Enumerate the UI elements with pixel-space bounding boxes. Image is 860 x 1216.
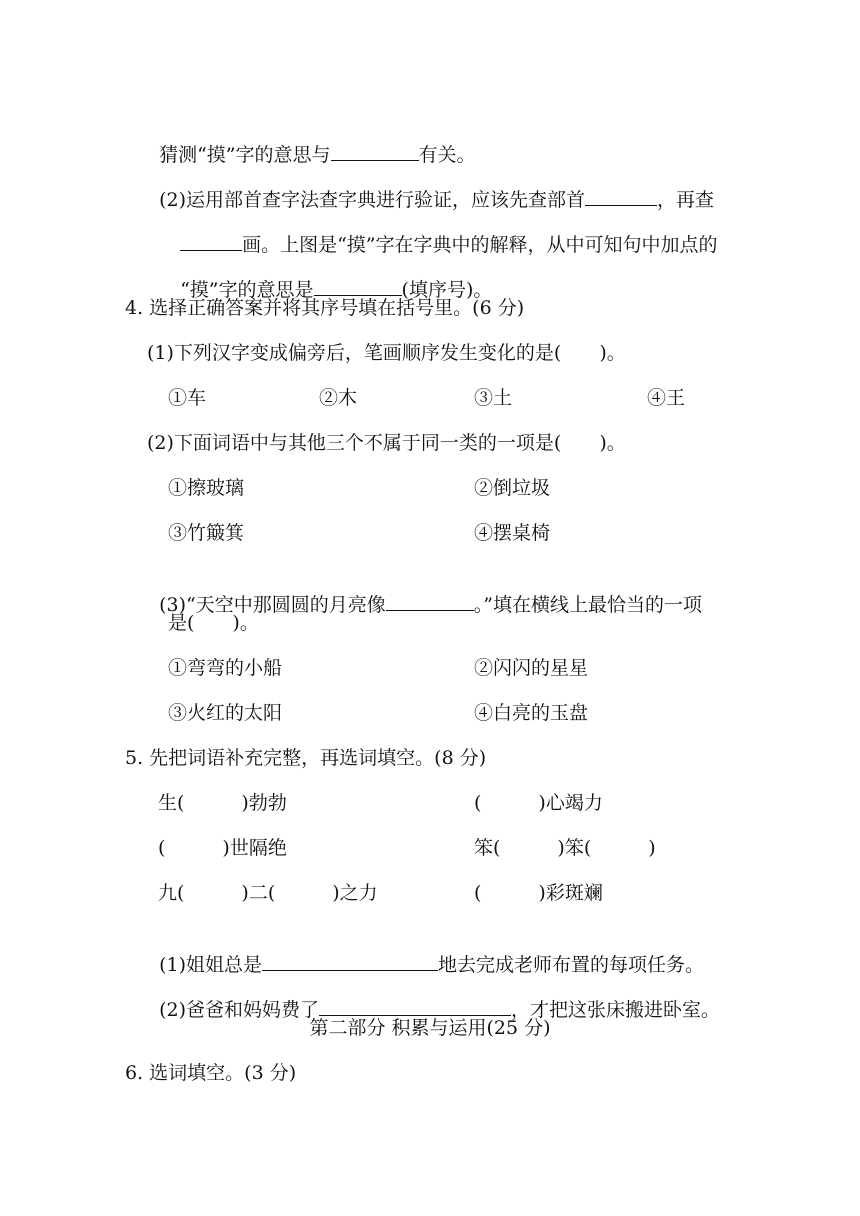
q5-word-4[interactable]: 笨( )笨( ) (474, 837, 656, 859)
q4-sub3-blank[interactable] (386, 590, 474, 611)
q4-sub2-option-2[interactable]: ②倒垃圾 (474, 477, 551, 499)
q3-line1 (147, 116, 476, 167)
q4-sub3-option-1[interactable]: ①弯弯的小船 (168, 657, 283, 679)
q4-sub3-line2: 是( )。 (168, 612, 259, 634)
q4-sub1-option-1[interactable]: ①车 (168, 387, 207, 409)
q4-sub1-option-3[interactable]: ③土 (474, 387, 513, 409)
q3-part2-line2 (168, 206, 718, 257)
q4-title: 4. 选择正确答案并将其序号填在括号里。(6 分) (125, 297, 525, 319)
q5-sentence-2 (147, 971, 720, 1022)
q5-word-1[interactable]: 生( )勃勃 (158, 792, 287, 814)
q3-blank-strokes[interactable] (180, 230, 242, 251)
q5-sentence-2-blank[interactable] (319, 995, 511, 1016)
q3-part2-text-d: “摸”字的意思是 (180, 279, 314, 301)
q5-sentence-2-text-b: ，才把这张床搬进卧室。 (511, 999, 721, 1021)
q6-title: 6. 选词填空。(3 分) (125, 1062, 297, 1084)
q4-sub1-option-4[interactable]: ④王 (647, 387, 686, 409)
q4-sub1-option-2[interactable]: ②木 (319, 387, 358, 409)
q4-sub2-option-3[interactable]: ③竹簸箕 (168, 522, 245, 544)
q4-sub3-line1 (147, 566, 702, 617)
q4-sub3-option-4[interactable]: ④白亮的玉盘 (474, 702, 589, 724)
q3-part2-text-a: (2)运用部首查字法查字典进行验证，应该先查部首 (159, 189, 586, 211)
q3-line1-text-a: 猜测“摸”字的意思与 (159, 144, 331, 166)
q4-sub2: (2)下面词语中与其他三个不属于同一类的一项是( )。 (147, 432, 626, 454)
q3-line1-text-b: 有关。 (418, 144, 476, 166)
q3-blank-radical[interactable] (585, 185, 657, 206)
q5-sentence-1-text-b: 地去完成老师布置的每项任务。 (438, 954, 705, 976)
q3-part2-line3 (168, 251, 492, 302)
q3-part2-text-b: ，再查 (657, 189, 715, 211)
q3-part2-line1 (147, 161, 714, 212)
q5-word-3[interactable]: ( )世隔绝 (158, 837, 287, 859)
q3-part2-text-c: 画。上图是“摸”字在字典中的解释，从中可知句中加点的 (242, 234, 718, 256)
q4-sub3-option-2[interactable]: ②闪闪的星星 (474, 657, 589, 679)
q3-blank-definition[interactable] (314, 275, 402, 296)
q5-word-6[interactable]: ( )彩斑斓 (474, 882, 603, 904)
q5-sentence-2-text-a: (2)爸爸和妈妈费了 (159, 999, 320, 1021)
q4-sub3-text-b: 。”填在横线上最恰当的一项 (473, 594, 702, 616)
q5-sentence-1-text-a: (1)姐姐总是 (159, 954, 263, 976)
q4-sub3-option-3[interactable]: ③火红的太阳 (168, 702, 283, 724)
q3-blank-meaning[interactable] (331, 140, 419, 161)
q5-word-2[interactable]: ( )心竭力 (474, 792, 603, 814)
q3-part2-text-e: (填序号)。 (401, 279, 493, 301)
q5-sentence-1-blank[interactable] (262, 950, 438, 971)
q5-word-5[interactable]: 九( )二( )之力 (158, 882, 378, 904)
q4-sub2-option-1[interactable]: ①擦玻璃 (168, 477, 245, 499)
q4-sub1: (1)下列汉字变成偏旁后，笔画顺序发生变化的是( )。 (147, 342, 626, 364)
section-two-heading: 第二部分 积累与运用(25 分) (309, 1017, 551, 1039)
q4-sub2-option-4[interactable]: ④摆桌椅 (474, 522, 551, 544)
q4-sub3-text-a: (3)“天空中那圆圆的月亮像 (159, 594, 386, 616)
q5-sentence-1 (147, 926, 704, 977)
q5-title: 5. 先把词语补充完整，再选词填空。(8 分) (125, 747, 487, 769)
